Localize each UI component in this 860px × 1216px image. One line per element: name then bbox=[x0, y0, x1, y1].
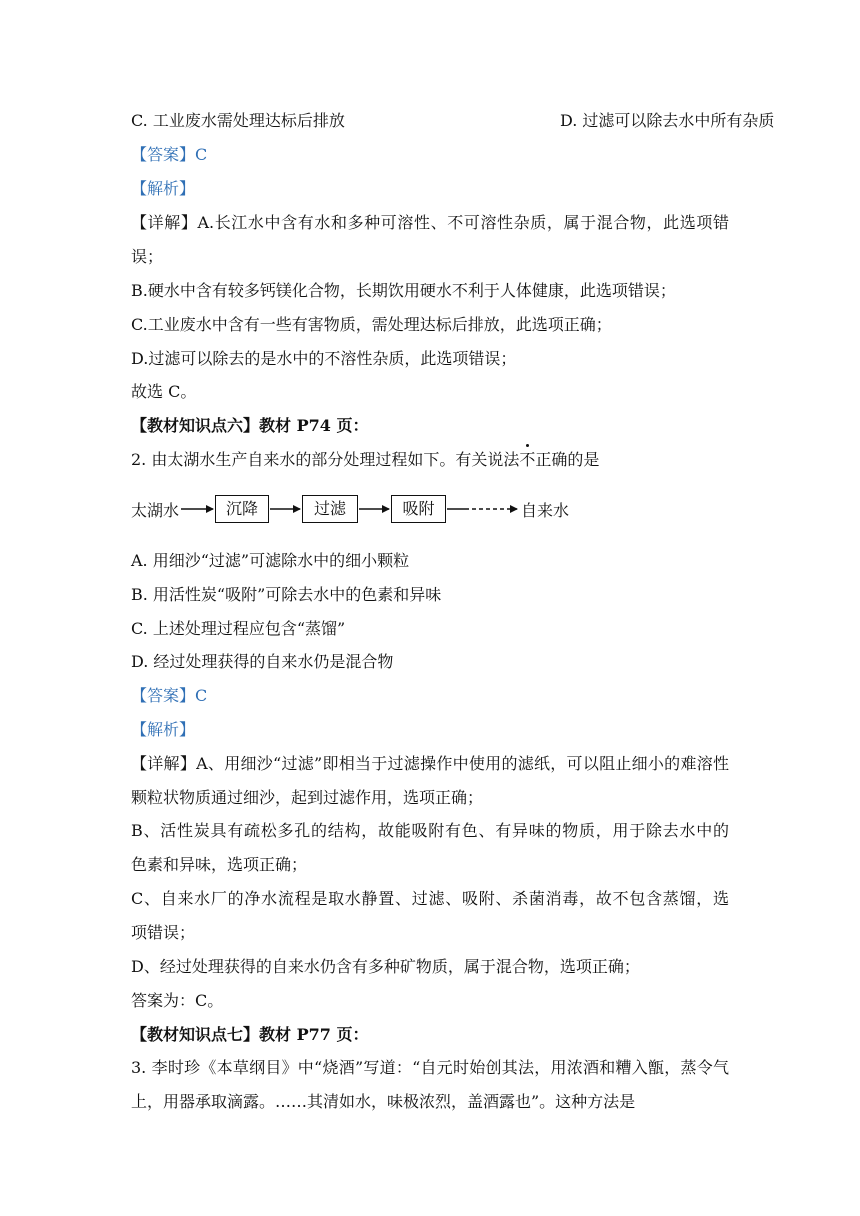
q2-option-b: B. 用活性炭“吸附”可除去水中的色素和异味 bbox=[131, 585, 442, 604]
flow-step-adsorption: 吸附 bbox=[391, 495, 446, 523]
section-heading-seven: 【教材知识点七】教材 P77 页： bbox=[131, 1025, 369, 1044]
q2-detail-line: B、活性炭具有疏松多孔的结构，故能吸附有色、有异味的物质，用于除去水中的 bbox=[131, 821, 729, 840]
flow-target-label: 自来水 bbox=[521, 501, 570, 520]
q1-detail-line: 误； bbox=[131, 247, 164, 266]
q2-detail-line: C、自来水厂的净水流程是取水静置、过滤、吸附、杀菌消毒，故不包含蒸馏，选 bbox=[131, 889, 729, 908]
q1-option-row bbox=[131, 110, 775, 132]
q1-answer: 【答案】C bbox=[131, 145, 208, 164]
q2-stem bbox=[131, 449, 599, 471]
flow-source-label: 太湖水 bbox=[131, 501, 180, 520]
q1-detail-b: B.硬水中含有较多钙镁化合物，长期饮用硬水不利于人体健康，此选项错误； bbox=[131, 281, 676, 300]
q2-option-a: A. 用细沙“过滤”可滤除水中的细小颗粒 bbox=[131, 551, 410, 570]
q1-analysis-label: 【解析】 bbox=[131, 179, 196, 198]
q2-stem-pre: 2. 由太湖水生产自来水的部分处理过程如下。有关说法 bbox=[131, 450, 520, 469]
q1-detail-d: D.过滤可以除去的是水中的不溶性杂质，此选项错误； bbox=[131, 349, 517, 368]
q1-detail-c: C.工业废水中含有一些有害物质，需处理达标后排放，此选项正确； bbox=[131, 315, 612, 334]
q2-detail-line: 色素和异味，选项正确； bbox=[131, 855, 308, 874]
q2-detail-line: D、经过处理获得的自来水仍含有多种矿物质，属于混合物，选项正确； bbox=[131, 957, 640, 976]
q1-option-d: D. 过滤可以除去水中所有杂质 bbox=[560, 111, 775, 130]
q1-conclusion: 故选 C。 bbox=[131, 382, 197, 401]
q2-analysis-label: 【解析】 bbox=[131, 720, 196, 739]
q2-option-d: D. 经过处理获得的自来水仍是混合物 bbox=[131, 652, 394, 671]
q2-option-c: C. 上述处理过程应包含“蒸馏” bbox=[131, 619, 346, 638]
q2-stem-post: 正确的是 bbox=[535, 450, 600, 469]
q2-detail-line: 【详解】A、用细沙“过滤”即相当于过滤操作中使用的滤纸，可以阻止细小的难溶性 bbox=[131, 754, 729, 773]
water-treatment-flow-diagram bbox=[131, 494, 591, 528]
q1-option-c: C. 工业废水需处理达标后排放 bbox=[131, 111, 345, 130]
q2-answer: 【答案】C bbox=[131, 686, 208, 705]
section-heading-six: 【教材知识点六】教材 P74 页： bbox=[131, 416, 369, 435]
q3-stem-line: 上，用器承取滴露。……其清如水，味极浓烈，盖酒露也”。这种方法是 bbox=[131, 1092, 636, 1111]
q2-conclusion: 答案为：C。 bbox=[131, 991, 224, 1010]
q2-detail-line: 颗粒状物质通过细沙，起到过滤作用，选项正确； bbox=[131, 788, 484, 807]
flow-step-sedimentation: 沉降 bbox=[215, 495, 269, 523]
q2-detail-line: 项错误； bbox=[131, 923, 196, 942]
q2-stem-emphasis: 不 bbox=[519, 450, 536, 469]
flow-step-filtration: 过滤 bbox=[302, 495, 358, 523]
q1-detail-line: 【详解】A.长江水中含有水和多种可溶性、不可溶性杂质，属于混合物，此选项错 bbox=[131, 213, 729, 232]
q3-stem-line: 3. 李时珍《本草纲目》中“烧酒”写道：“自元时始创其法，用浓酒和糟入甑，蒸令气 bbox=[131, 1058, 729, 1077]
